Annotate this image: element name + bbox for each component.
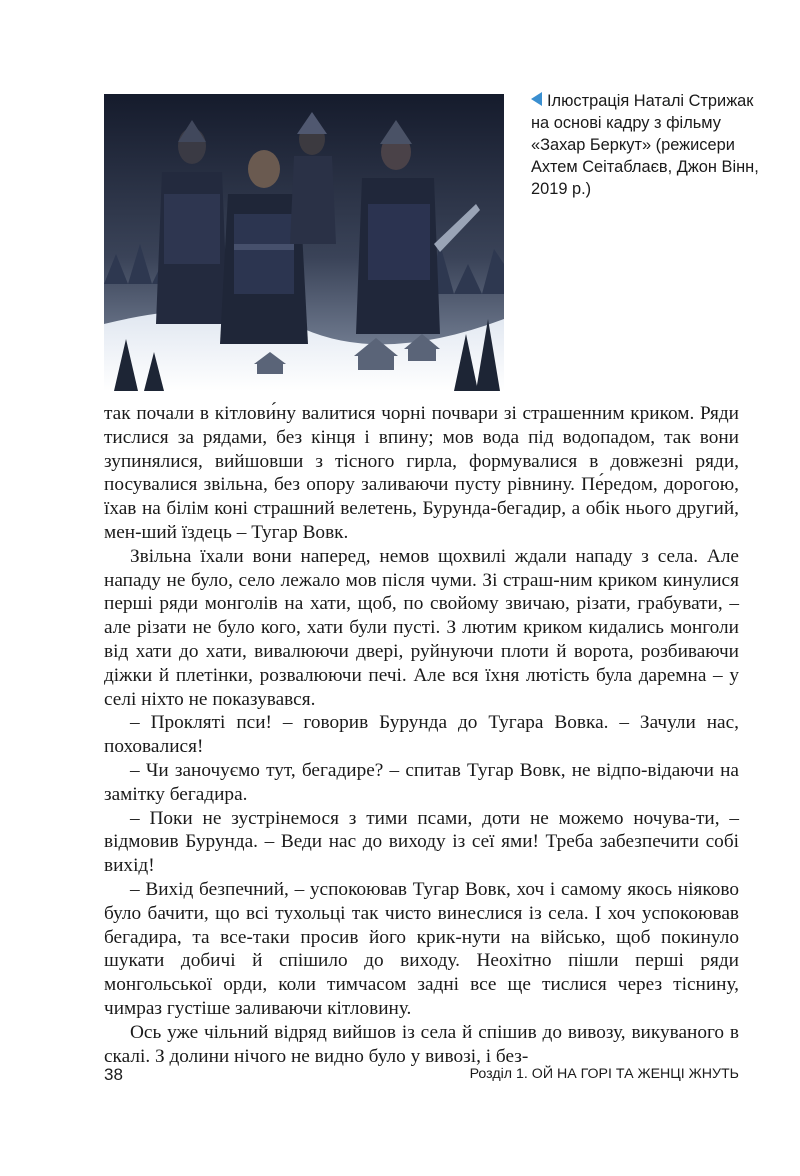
- dialogue-line: – Поки не зустрінемося з тими псами, доти не можемо ночува-ти, – відмовив Бурунда. – Веди нас до виходу із сеї ями! Треба забезпечити собі вихід!: [104, 807, 739, 877]
- dialogue-line: – Прокляті пси! – говорив Бурунда до Тугара Вовка. – Зачули нас, поховалися!: [104, 712, 739, 758]
- paragraph: так почали в кітлови́ну валитися чорні почвари зі страшенним криком. Ряди тислися за рядами, без кінця і впину; мов вода під водопадом, так вони зупинялися, вийшовши з тісного гирла, формувалися в довжезні ряди, посувалися звільна, без опору заливаючи пусту рівнину. Пе́редом, дорогою, їхав на білім коні страшний велетень, Бурунда-бегадир, а обік нього другий, мен-ший їздець – Тугар Вовк.: [104, 403, 739, 543]
- caption-arrow-icon: [531, 92, 542, 106]
- story-text: [104, 402, 739, 1068]
- running-footer: Розділ 1. ОЙ НА ГОРІ ТА ЖЕНЦІ ЖНУТЬ: [469, 1066, 739, 1082]
- film-still-illustration: [104, 94, 504, 391]
- page-number: 38: [104, 1065, 123, 1084]
- dialogue-line: – Чи заночуємо тут, бегадире? – спитав Тугар Вовк, не відпо-відаючи на замітку бегадира.: [104, 759, 739, 805]
- paragraph: Ось уже чільний відряд вийшов із села й спішив до вивозу, викуваного в скалі. З долини нічого не видно було у вивозі, і без-: [104, 1021, 739, 1067]
- figure-caption: [531, 90, 761, 200]
- caption-text: Ілюстрація Наталі Стрижак на основі кадру з фільму «Захар Беркут» (режисери Ахтем Сеітаблаєв, Джон Вінн, 2019 р.): [531, 92, 759, 198]
- paragraph: Звільна їхали вони наперед, немов щохвилі ждали нападу з села. Але нападу не було, село лежало мов після чуми. Зі страш-ним криком кинулися перші ряди монголів на хати, щоб, по свойому звичаю, різати, грабувати, – але різати не було кого, хати були пусті. З лютим криком кидались монголи від хати до хати, вивалюючи двері, руйнуючи плоти й ворота, розбиваючи діжки й плетінки, розвалюючи печі. Але вся їхня лютість була даремна – у селі ніхто не показувався.: [104, 545, 739, 710]
- illustration-artwork: [104, 94, 504, 391]
- dialogue-line: – Вихід безпечний, – успокоював Тугар Вовк, хоч і самому якось ніяково було бачити, що всі тухольці так чисто винеслися із села. І хоч успокоював бегадира, та все-таки просив його крик-нути на військо, щоб покинуло шукати добичі й спішило до виходу. Неохітно пішли перші ряди монгольської орди, коли тимчасом задні все ще тислися через тіснину, чимраз густіше заливаючи кітловину.: [104, 878, 739, 1019]
